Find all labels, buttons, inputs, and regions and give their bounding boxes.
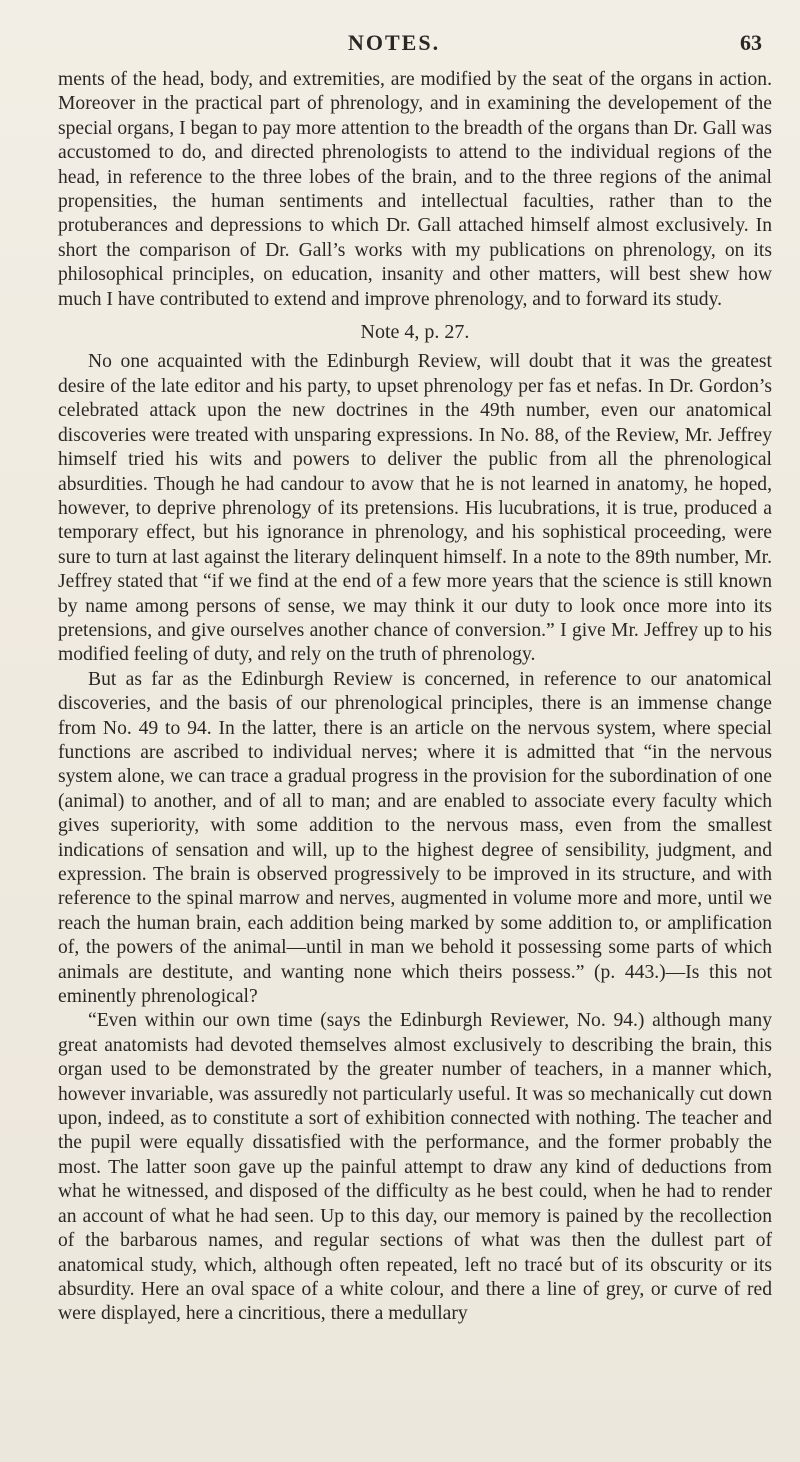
running-head: NOTES. — [348, 30, 441, 55]
paragraph-edinburgh-review: But as far as the Edinburgh Review is concerned, in reference to our anatomical discoveries, and the basis of our phrenological principles, there is an immense change from No. 49 to 94. In the latter, there is an article on the nervous system, where special functions are ascribed to individual nerves; where it is admitted that “in the nervous system alone, we can trace a gradual progress in the provision for the subordination of one (animal) to another, and of all to man; and are enabled to associate every faculty which gives superiority, with some addition to the nervous mass, even from the smallest indications of sensation and will, up to the highest degree of sensibility, judgment, and expression. The brain is observed progressively to be improved in its structure, and with reference to the spinal marrow and nerves, augmented in volume more and more, until we reach the human brain, each addition being marked by some addition to, or amplification of, the powers of the animal—until in man we behold it possessing some parts of which animals are destitute, and wanting none which theirs possess.” (p. 443.)—Is this not eminently phrenological? — [58, 668, 772, 1008]
paragraph-note-4: No one acquainted with the Edinburgh Review, will doubt that it was the greatest desire of the late editor and his party, to upset phrenology per fas et nefas. In Dr. Gordon’s celebrated attack upon the new doctrines in the 49th number, even our anatomical discoveries were treated with unsparing expressions. In No. 88, of the Review, Mr. Jeffrey himself tried his wits and powers to deliver the public from all the phrenological absurdities. Though he had candour to avow that he is not learned in anatomy, he hoped, however, to deprive phrenology of its pretensions. His lucubrations, it is true, produced a temporary effect, but his ignorance in phrenology, and his sophistical proceeding, were sure to turn at last against the literary delinquent himself. In a note to the 89th number, Mr. Jeffrey stated that “if we find at the end of a few more years that the science is still known by name among persons of sense, we may think it our duty to look once more into its pretensions, and give ourselves another chance of conversion.” I give Mr. Jeffrey up to his modified feeling of duty, and rely on the truth of phrenology. — [58, 351, 772, 666]
body-text — [58, 68, 772, 1327]
note-heading: Note 4, p. 27. — [360, 321, 470, 344]
page-header — [0, 22, 800, 62]
paragraph-quotation: “Even within our own time (says the Edinburgh Reviewer, No. 94.) although many great anatomists had devoted themselves almost exclusively to describing the brain, this organ used to be demonstrated by the greater number of teachers, in a manner which, however invariable, was assuredly not particularly useful. It was so mechanically cut down upon, indeed, as to constitute a sort of exhibition connected with nothing. The teacher and the pupil were equally dissatisfied with the performance, and the former probably the most. The latter soon gave up the painful attempt to draw any kind of deductions from what he witnessed, and disposed of the difficulty as he best could, when he had to render an account of what he had seen. Up to this day, our memory is pained by the recollection of the barbarous names, and regular sections of what was then the dullest part of anatomical study, which, although often repeated, left no tracé but of its obscurity or its absurdity. Here an oval space of a white colour, and there a line of grey, or curve of red were displayed, here a cincritious, there a medullary — [58, 1010, 772, 1325]
paragraph-continuation: ments of the head, body, and extremities, are modified by the seat of the organs in action. Moreover in the practical part of phrenology, and in examining the developement of the special organs, I began to pay more attention to the breadth of the organs than Dr. Gall was accustomed to do, and directed phrenologists to attend to the individual regions of the head, in reference to the three lobes of the brain, and to the three regions of the animal propensities, the human sentiments and intellectual faculties, rather than to the protuberances and depressions to which Dr. Gall attached himself almost exclusively. In short the comparison of Dr. Gall’s works with my publications on phrenology, on its philosophical principles, on education, insanity and other matters, will best shew how much I have contributed to extend and improve phrenology, and to forward its study. — [58, 69, 772, 310]
page-number: 63 — [740, 30, 762, 55]
